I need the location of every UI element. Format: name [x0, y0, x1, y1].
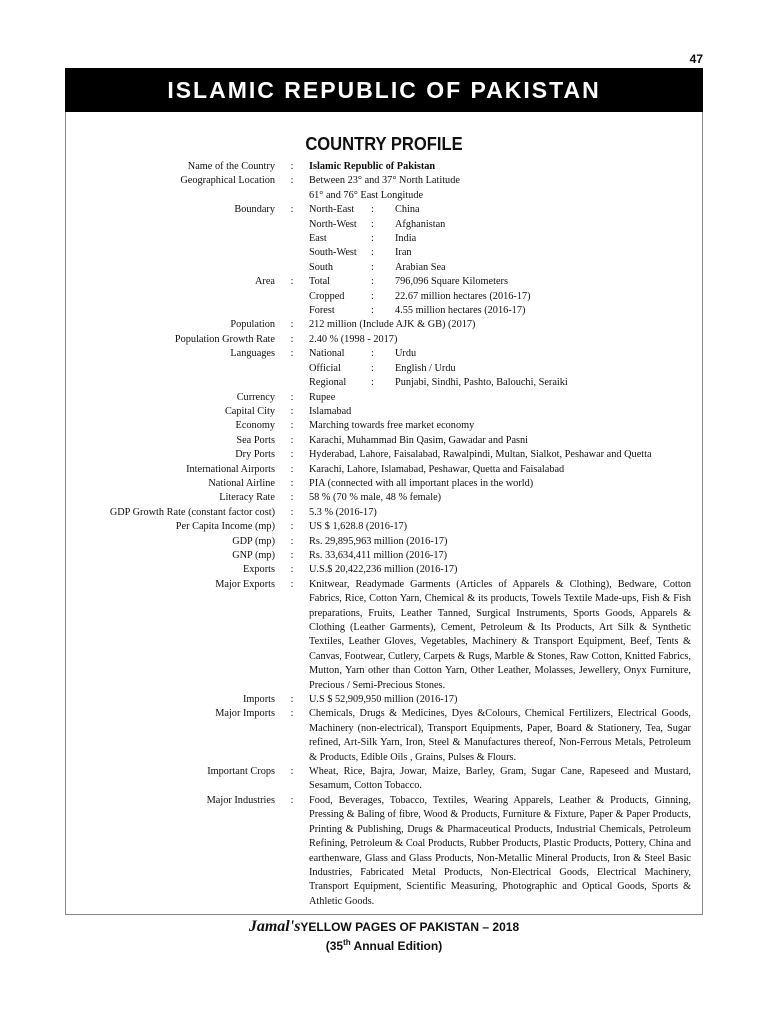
value-text: Karachi, Lahore, Islamabad, Peshawar, Quetta and Faisalabad [309, 463, 565, 475]
profile-row [65, 347, 701, 390]
sub-separator: : [371, 290, 374, 302]
page-banner: ISLAMIC REPUBLIC OF PAKISTAN [65, 68, 703, 112]
profile-row [65, 160, 701, 174]
sub-value: 4.55 million hectares (2016-17) [395, 305, 526, 317]
value-text: US $ 1,628.8 (2016-17) [309, 521, 408, 533]
profile-row [65, 491, 701, 505]
row-value [309, 520, 691, 534]
sub-value: India [395, 233, 417, 245]
edition-number: (35 [325, 939, 344, 953]
sub-row [309, 275, 691, 289]
sub-row [309, 290, 691, 304]
row-separator: : [290, 521, 294, 533]
sub-row [309, 218, 691, 232]
row-separator: : [290, 434, 294, 446]
value-text: Between 23° and 37° North Latitude [309, 175, 460, 187]
sub-value: 22.67 million hectares (2016-17) [395, 290, 531, 302]
sub-value: China [395, 204, 420, 216]
row-value [309, 174, 691, 203]
value-text: Marching towards free market economy [309, 420, 475, 432]
row-value [309, 160, 691, 174]
row-value [309, 707, 691, 765]
sub-value: Iran [395, 247, 412, 259]
sub-value: Punjabi, Sindhi, Pashto, Balouchi, Seraiki [395, 377, 568, 389]
row-value [309, 333, 691, 347]
row-separator: : [290, 405, 294, 417]
row-separator: : [290, 794, 294, 806]
row-separator: : [290, 463, 294, 475]
page-title: COUNTRY PROFILE [305, 134, 463, 154]
row-label: Name of the Country [187, 161, 275, 172]
profile-row [65, 578, 701, 693]
value-text: Rs. 29,895,963 million (2016-17) [309, 535, 448, 547]
value-text: Hyderabad, Lahore, Faisalabad, Rawalpindi, Multan, Sialkot, Peshawar and Quetta [309, 449, 652, 461]
footer-title: YELLOW PAGES OF PAKISTAN – 2018 [300, 920, 520, 934]
sub-key: Official [309, 362, 341, 374]
row-value [309, 563, 691, 577]
row-label: Boundary [234, 204, 275, 216]
sub-row [309, 232, 691, 246]
row-label: Population [230, 319, 275, 331]
profile-row [65, 794, 701, 909]
row-separator: : [290, 276, 294, 288]
profile-row [65, 275, 701, 318]
row-separator: : [290, 319, 294, 331]
profile-row [65, 765, 701, 794]
row-label: Economy [235, 420, 275, 432]
sub-row [309, 261, 691, 275]
row-separator: : [290, 492, 294, 504]
sub-separator: : [371, 377, 374, 389]
sub-key: North-East [309, 204, 355, 216]
sub-key: Forest [309, 305, 335, 317]
sub-key: Total [309, 276, 331, 288]
row-separator: : [290, 564, 294, 576]
value-text: 212 million (Include AJK & GB) (2017) [309, 319, 476, 331]
sub-separator: : [371, 276, 374, 288]
value-text: Islamabad [309, 405, 352, 417]
row-label: Area [254, 276, 275, 288]
row-value [309, 448, 691, 462]
value-text: 58 % (70 % male, 48 % female) [309, 492, 442, 504]
row-separator: : [290, 708, 294, 720]
row-separator: : [290, 694, 294, 706]
row-label: Major Exports [215, 578, 275, 590]
profile-row [65, 549, 701, 563]
row-separator: : [290, 535, 294, 547]
row-label: GNP (mp) [232, 549, 275, 561]
row-label: Exports [242, 564, 275, 576]
value-text: Karachi, Muhammad Bin Qasim, Gawadar and Pasni [309, 434, 529, 446]
profile-row [65, 477, 701, 491]
row-label: Geographical Location [180, 175, 275, 187]
row-label: Major Industries [206, 794, 275, 806]
row-label: GDP Growth Rate (constant factor cost) [109, 506, 275, 518]
profile-table [65, 160, 701, 909]
sub-separator: : [371, 348, 374, 360]
profile-row [65, 434, 701, 448]
sub-separator: : [371, 247, 374, 259]
row-label: Literacy Rate [219, 492, 275, 504]
row-label: Major Imports [215, 708, 275, 720]
sub-value: Arabian Sea [395, 261, 446, 273]
profile-row [65, 463, 701, 477]
sub-key: East [309, 233, 327, 245]
profile-row [65, 333, 701, 347]
sub-row [309, 376, 691, 390]
sub-key: North-West [309, 218, 357, 230]
sub-row [309, 304, 691, 318]
value-text: U.S $ 52,909,950 million (2016-17) [309, 694, 458, 706]
value-text: 5.3 % (2016-17) [309, 506, 377, 518]
profile-row [65, 707, 701, 765]
row-separator: : [290, 161, 294, 172]
sub-row [309, 347, 691, 361]
row-separator: : [290, 204, 294, 216]
profile-row [65, 391, 701, 405]
row-value [309, 275, 691, 318]
row-label: Sea Ports [236, 434, 275, 446]
row-separator: : [290, 578, 294, 590]
row-value [309, 578, 691, 693]
row-label: Population Growth Rate [174, 333, 275, 345]
sub-value: 796,096 Square Kilometers [395, 276, 508, 288]
value-text: Food, Beverages, Tobacco, Textiles, Wearing Apparels, Leather & Products, Ginning, Pressing & Baling of fibre, Wood & Products, Furniture & Fixture, Paper & Paper Products, Printing & Publishing, Drugs & Pharmaceutical Products, Industrial Chemicals, Petroleum Refining, Petroleum & Coal Products, Rubber Products, Plastic Products, Pottery, China and earthenware, Glass and Glass Products, Non-Metallic Mineral Products, Iron & Steel Basic Industries, Fabricated Metal Products, Non-Electrical Goods, Electrical Machinery, Transport Equipment, Scientific Measuring, Photographic and Optical Goods, Sports & Athletic Goods. [309, 794, 691, 907]
footer-edition [0, 938, 768, 953]
profile-row [65, 520, 701, 534]
row-value [309, 347, 691, 390]
row-separator: : [290, 391, 294, 403]
row-value [309, 318, 691, 332]
sub-row [309, 246, 691, 260]
value-text: Chemicals, Drugs & Medicines, Dyes &Colours, Chemical Fertilizers, Electrical Goods, Machinery (non-electrical), Transport Equipments, Paper, Board & Stationery, Tea, Sugar refined, Art-Silk Yarn, Iron, Steel & Manufactures thereof, Non-Ferrous Metals, Petroleum & Products, Edible Oils , Grains, Pulses & Flours. [309, 708, 691, 763]
row-separator: : [290, 449, 294, 461]
row-value [309, 693, 691, 707]
value-text-2: 61° and 76° East Longitude [309, 189, 424, 201]
row-separator: : [290, 477, 294, 489]
value-text: Rs. 33,634,411 million (2016-17) [309, 549, 448, 561]
value-text: Rupee [309, 391, 336, 403]
sub-key: National [309, 348, 345, 360]
profile-row [65, 318, 701, 332]
page-number: 47 [689, 52, 703, 66]
row-separator: : [290, 549, 294, 561]
sub-value: English / Urdu [395, 362, 456, 374]
row-label: Imports [242, 694, 275, 706]
sub-separator: : [371, 362, 374, 374]
sub-key: Cropped [309, 290, 345, 302]
profile-row [65, 535, 701, 549]
value-text: Wheat, Rice, Bajra, Jowar, Maize, Barley, Gram, Sugar Cane, Rapeseed and Mustard, Sesamum, Cotton Tobacco. [309, 766, 691, 792]
footer [0, 918, 768, 953]
value-text: Islamic Republic of Pakistan [309, 161, 436, 172]
row-value [309, 203, 691, 275]
sub-separator: : [371, 305, 374, 317]
row-separator: : [290, 333, 294, 345]
row-separator: : [290, 420, 294, 432]
edition-label: Annual Edition) [350, 939, 443, 953]
row-value [309, 405, 691, 419]
sub-separator: : [371, 233, 374, 245]
row-value [309, 477, 691, 491]
row-separator: : [290, 348, 294, 360]
profile-row [65, 506, 701, 520]
profile-row [65, 419, 701, 433]
sub-separator: : [371, 218, 374, 230]
row-value [309, 535, 691, 549]
row-value [309, 434, 691, 448]
sub-key: South-West [309, 247, 357, 259]
row-label: International Airports [186, 463, 275, 475]
row-label: National Airline [208, 477, 275, 489]
row-label: Dry Ports [235, 449, 275, 461]
row-separator: : [290, 175, 294, 187]
row-value [309, 391, 691, 405]
sub-key: Regional [309, 377, 347, 389]
profile-row [65, 693, 701, 707]
row-value [309, 463, 691, 477]
row-value [309, 765, 691, 794]
value-text: Knitwear, Readymade Garments (Articles of Apparels & Clothing), Bedware, Cotton Fabrics, Rice, Cotton Yarn, Chemical & its products, Towels Textile Made-ups, Fish & Fish preparations, Fruits, Leather Tanned, Surgical Instruments, Sports Goods, Apparels & Clothing (Leather Garments), Cement, Petroleum & Its Products, Art Silk & Synthetic Textiles, Leather Gloves, Vegetables, Machinery & Transport Equipment, Beef, Tents & Canvas, Footwear, Cutlery, Carpets & Rugs, Marble & Stones, Raw Cotton, Knitted Fabrics, Mutton, Yarn other than Cotton Yarn, Other Leather, Molasses, Jewellery, Onyx Furniture, Precious / Semi-Precious Stones. [309, 578, 691, 691]
row-value [309, 506, 691, 520]
value-text: U.S.$ 20,422,236 million (2016-17) [309, 564, 458, 576]
sub-value: Afghanistan [395, 218, 446, 230]
edition-suffix: th [343, 938, 351, 947]
profile-row [65, 405, 701, 419]
row-label: Languages [230, 348, 275, 360]
row-value [309, 794, 691, 909]
sub-value: Urdu [395, 348, 417, 360]
sub-row [309, 203, 691, 217]
footer-line-1 [0, 918, 768, 936]
value-text: 2.40 % (1998 - 2017) [309, 333, 398, 345]
profile-row [65, 448, 701, 462]
sub-separator: : [371, 204, 374, 216]
sub-row [309, 362, 691, 376]
profile-row [65, 174, 701, 203]
row-value [309, 549, 691, 563]
value-text: PIA (connected with all important places in the world) [309, 477, 534, 489]
row-label: Currency [236, 391, 275, 403]
footer-brand: Jamal's [248, 918, 301, 935]
sub-key: South [309, 261, 334, 273]
sub-separator: : [371, 261, 374, 273]
row-label: Important Crops [207, 766, 275, 778]
row-separator: : [290, 506, 294, 518]
row-label: Per Capita Income (mp) [175, 521, 275, 533]
profile-row [65, 203, 701, 275]
profile-row [65, 563, 701, 577]
row-separator: : [290, 766, 294, 778]
row-label: GDP (mp) [232, 535, 275, 547]
row-value [309, 419, 691, 433]
row-label: Capital City [224, 405, 275, 417]
row-value [309, 491, 691, 505]
